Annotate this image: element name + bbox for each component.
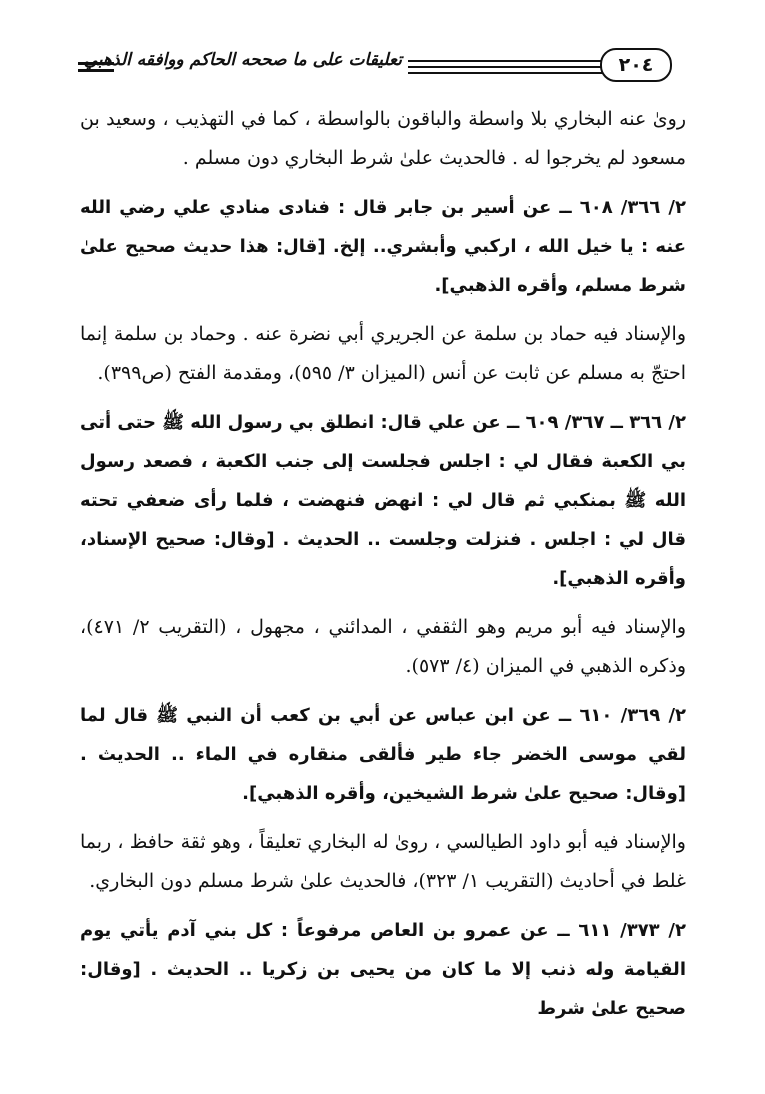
paragraph-hadith-entry: ٢/ ٣٧٣/ ٦١١ ــ عن عمرو بن العاص مرفوعاً : كل بني آدم يأتي يوم القيامة وله ذنب إلا ما كان من يحيى بن زكريا .. الحديث . [وقال: صحيح علىٰ شرط bbox=[80, 920, 686, 1019]
paragraph-commentary: رویٰ عنه البخاري بلا واسطة والباقون بالواسطة ، كما في التهذيب ، وسعيد بن مسعود لم يخرجوا له . فالحديث علىٰ شرط البخاري دون مسلم . bbox=[80, 108, 686, 169]
paragraph-hadith-entry: ٢/ ٣٦٦/ ٦٠٨ ــ عن أسير بن جابر قال : فنادى منادي علي رضي الله عنه : يا خيل الله ، اركبي وأبشري.. إلخ. [قال: هذا حديث صحيح علىٰ شرط مسلم، وأقره الذهبي]. bbox=[80, 197, 687, 296]
page-number: ٢٠٤ bbox=[600, 48, 672, 82]
paragraph-gap bbox=[80, 305, 686, 315]
paragraph-gap bbox=[80, 686, 686, 696]
paragraph-commentary: والإسناد فيه أبو داود الطيالسي ، رویٰ له البخاري تعليقاً ، وهو ثقة حافظ ، ربما غلط في أحاديث (التقريب ١/ ٣٢٣)، فالحديث علىٰ شرط مسلم دون البخاري. bbox=[80, 831, 686, 892]
paragraph-gap bbox=[80, 178, 686, 188]
running-header bbox=[78, 44, 688, 88]
header-title: تعليقات على ما صححه الحاكم ووافقه الذهبي bbox=[83, 50, 402, 70]
page-body bbox=[80, 100, 686, 1028]
paragraph-gap bbox=[80, 813, 686, 823]
paragraph-commentary: والإسناد فيه حماد بن سلمة عن الجريري أبي نضرة عنه . وحماد بن سلمة إنما احتجّ به مسلم عن ثابت عن أنس (الميزان ٣/ ٥٩٥)، ومقدمة الفتح (ص٣٩٩). bbox=[80, 323, 686, 384]
paragraph-commentary: والإسناد فيه أبو مريم وهو الثقفي ، المدائني ، مجهول ، (التقريب ٢/ ٤٧١)، وذكره الذهبي في الميزان (٤/ ٥٧٣). bbox=[80, 616, 686, 677]
paragraph-gap bbox=[80, 901, 686, 911]
paragraph-hadith-entry: ٢/ ٣٦٩/ ٦١٠ ــ عن ابن عباس عن أبي بن كعب أن النبي ﷺ قال لما لقي موسى الخضر جاء طير فألقى منقاره في الماء .. الحديث . [وقال: صحيح علىٰ شرط الشيخين، وأقره الذهبي]. bbox=[80, 705, 687, 804]
paragraph-gap bbox=[80, 598, 686, 608]
paragraph-hadith-entry: ٢/ ٣٦٦ ــ ٣٦٧/ ٦٠٩ ــ عن علي قال: انطلق بي رسول الله ﷺ حتى أتى بي الكعبة فقال لي : اجلس فجلست إلى جنب الكعبة ، فصعد رسول الله ﷺ بمنكبي ثم قال لي : انهض فنهضت ، فلما رأى ضعفي تحته قال لي : اجلس . فنزلت وجلست .. الحديث . [وقال: صحيح الإسناد، وأقره الذهبي]. bbox=[80, 412, 686, 589]
paragraph-gap bbox=[80, 393, 686, 403]
